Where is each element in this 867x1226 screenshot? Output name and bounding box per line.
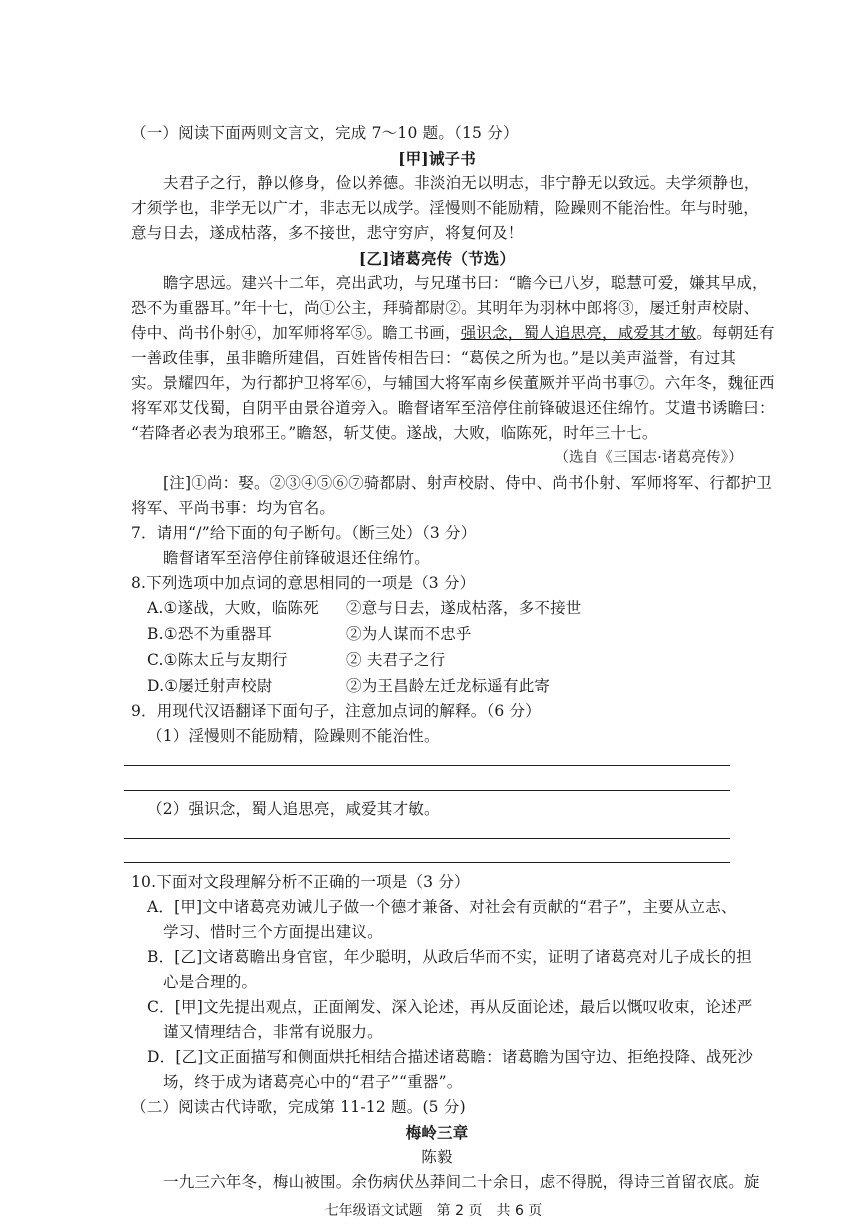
q8-option-b (147, 622, 743, 647)
jia-line-2: 才须学也，非学无以广才，非志无以成学。淫慢则不能励精，险躁则不能治性。年与时驰， (131, 199, 760, 217)
q8-option-a-1: A.①遂战，大败，临陈死 (147, 599, 319, 617)
q10-line-4: 心是合理的。 (163, 973, 258, 991)
q10-line-8: 场，终于成为诸葛亮心中的“君子”“重器”。 (163, 1073, 463, 1091)
q8-option-a (147, 596, 743, 621)
notes-line-2: 将军、平尚书事：均为官名。 (131, 499, 336, 517)
section2-heading: （二）阅读古代诗歌，完成第 11-12 题。(5 分) (131, 1098, 466, 1116)
page-footer: 七年级语文试题 第 2 页 共 6 页 (324, 1203, 543, 1219)
answer-line-3 (124, 838, 730, 839)
yi-line-3 (131, 321, 775, 346)
q8-option-a-2: ②意与日去，遂成枯落，多不接世 (346, 599, 582, 617)
q10-line-3: B．[乙]文诸葛瞻出身官宦，年少聪明，从政后华而不实，证明了诸葛亮对儿子成长的担 (147, 948, 752, 966)
section1-heading: （一）阅读下面两则文言文，完成 7～10 题。（15 分） (131, 124, 519, 142)
yi-line-3-text: 侍中、尚书仆射④，加军师将军⑤。瞻工书画， (131, 324, 461, 342)
yi-line-2: 恐不为重器耳。”年十七，尚①公主，拜骑都尉②。其明年为羽林中郎将③，屡迁射声校尉、 (131, 299, 760, 317)
source-citation: （选自《三国志·诸葛亮传》） (554, 450, 743, 466)
q8-option-b-2: ②为人谋而不忠乎 (346, 625, 472, 643)
notes-line-1: [注]①尚：娶。②③④⑤⑥⑦骑都尉、射声校尉、侍中、尚书仆射、军师将军、行都护卫 (163, 474, 773, 492)
yi-title: [乙]诸葛亮传（节选） (358, 249, 516, 268)
q8-option-c-1: C.①陈太丘与友期行 (147, 651, 288, 669)
answer-line-4 (124, 862, 730, 863)
poem-author: 陈毅 (421, 1148, 453, 1166)
q10-line-7: D．[乙]文正面描写和侧面烘托相结合描述诸葛瞻：诸葛瞻为国守边、拒绝投降、战死沙 (147, 1048, 754, 1066)
q10-stem: 10.下面对文段理解分析不正确的一项是（3 分） (131, 873, 470, 891)
yi-line-7: “若降者必表为琅邪王。”瞻怒，斩艾使。遂战，大败，临陈死，时年三十七。 (131, 424, 658, 442)
q10-line-6: 谨又情理结合，非常有说服力。 (163, 1023, 383, 1041)
q10-line-1: A．[甲]文中诸葛亮劝诫儿子做一个德才兼备、对社会有贡献的“君子”，主要从立志、 (147, 898, 737, 916)
q10-line-5: C．[甲]文先提出观点，正面阐发、深入论述，再从反面论述，最后以慨叹收束，论述严 (147, 998, 753, 1016)
yi-line-6: 将军邓艾伐蜀，自阴平由景谷道旁入。瞻督诸军至涪停住前锋破退还住绵竹。艾遣书诱瞻曰： (131, 399, 775, 417)
q8-option-c-2: ② 夫君子之行 (346, 651, 446, 669)
q8-stem: 8.下列选项中加点词的意思相同的一项是（3 分） (131, 574, 476, 592)
yi-underlined-text: 强识念，蜀人追思亮，咸爱其才敏 (460, 324, 697, 342)
jia-line-3: 意与日去，遂成枯落，多不接世，悲守穷庐，将复何及！ (131, 224, 524, 242)
q10-line-2: 学习、惜时三个方面提出建议。 (163, 923, 383, 941)
q8-option-d-2: ②为王昌龄左迁龙标遥有此寄 (346, 677, 551, 695)
jia-line-1: 夫君子之行，静以修身，俭以养德。非淡泊无以明志，非宁静无以致远。夫学须静也， (163, 174, 760, 192)
yi-line-1: 瞻字思远。建兴十二年，亮出武功，与兄瑾书曰：“瞻今已八岁，聪慧可爱，嫌其早成， (163, 274, 768, 292)
q8-option-d-1: D.①屡迁射声校尉 (147, 677, 273, 695)
yi-line-5: 实。景耀四年，为行都护卫将军⑥，与辅国大将军南乡侯董厥并平尚书事⑦。六年冬，魏征西 (131, 374, 775, 392)
q8-option-c (147, 648, 743, 673)
poem-title: 梅岭三章 (405, 1123, 469, 1142)
answer-line-2 (124, 790, 730, 791)
yi-line-3-end: 。每朝廷有 (696, 324, 775, 342)
q9-sentence-1: （1）淫慢则不能励精，险躁则不能治性。 (147, 727, 440, 745)
q7-sentence: 瞻督诸军至涪停住前锋破退还住绵竹。 (163, 549, 430, 567)
q8-option-d (147, 674, 743, 699)
answer-line-1 (124, 765, 730, 766)
q9-stem: 9．用现代汉语翻译下面句子，注意加点词的解释。（6 分） (131, 702, 542, 720)
yi-line-4: 一善政佳事，虽非瞻所建倡，百姓皆传相告曰：“葛侯之所为也。”是以美声溢誉，有过其 (131, 349, 737, 367)
q9-sentence-2: （2）强识念，蜀人追思亮，咸爱其才敏。 (147, 800, 440, 818)
jia-title: [甲]诫子书 (398, 149, 476, 168)
q8-option-b-1: B.①恐不为重器耳 (147, 625, 273, 643)
q7-stem: 7．请用“/”给下面的句子断句。（断三处）（3 分） (131, 524, 477, 542)
poem-intro: 一九三六年冬，梅山被围。余伤病伏丛莽间二十余日，虑不得脱，得诗三首留衣底。旋 (163, 1173, 760, 1191)
